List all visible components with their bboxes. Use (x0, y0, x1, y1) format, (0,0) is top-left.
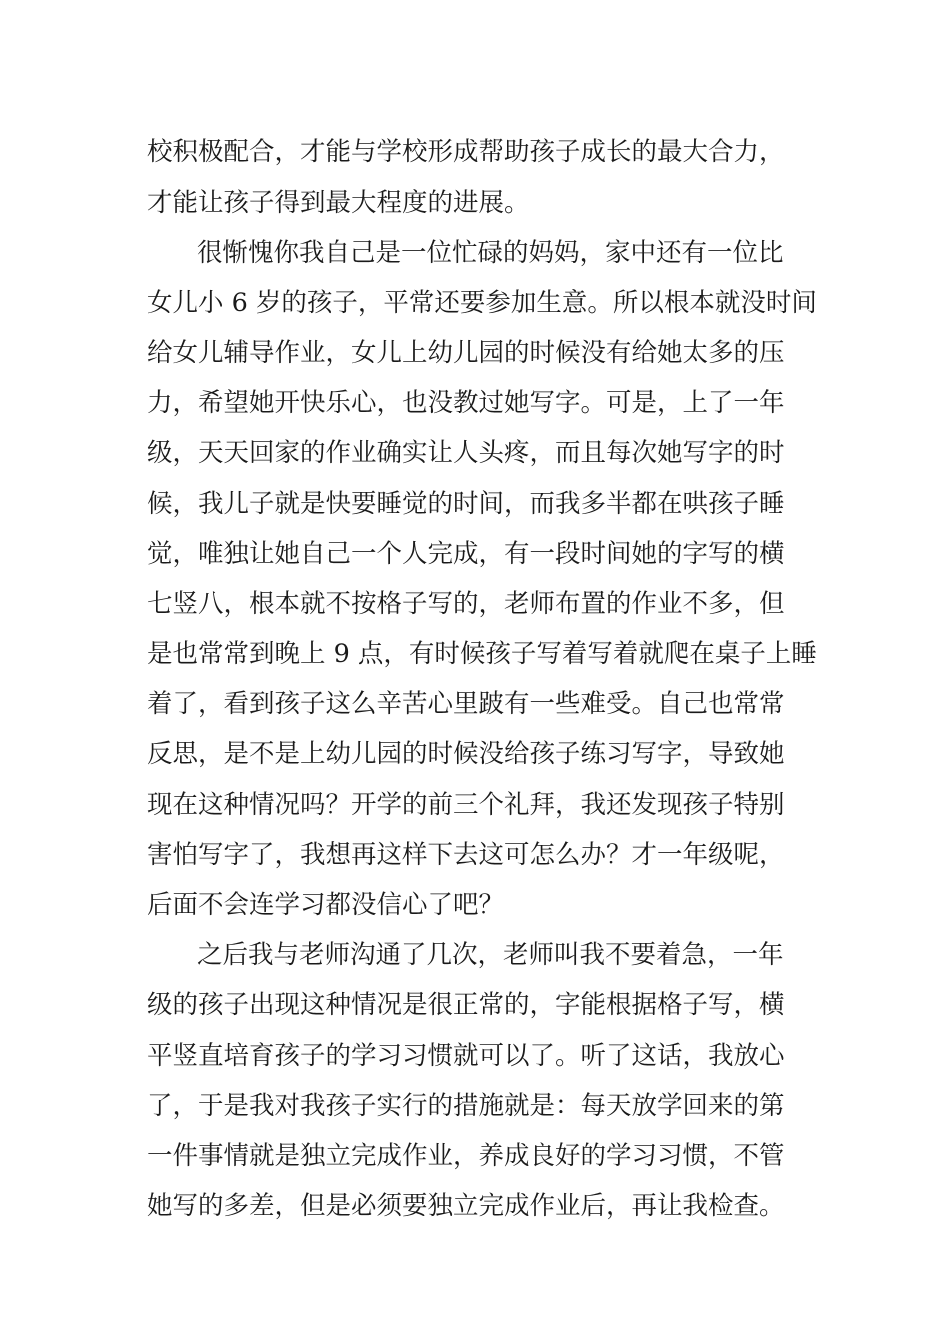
text-line: 着了，看到孩子这么辛苦心里跛有一些难受。自己也常常 (147, 689, 785, 719)
text-line: 觉，唯独让她自己一个人完成，有一段时间她的字写的横 (147, 539, 785, 569)
text-line: 给女儿辅导作业，女儿上幼儿园的时候没有给她太多的压 (147, 338, 785, 368)
text-line: 她写的多差，但是必须要独立完成作业后，再让我检查。 (147, 1191, 785, 1221)
text-line: 反思，是不是上幼儿园的时候没给孩子练习写字，导致她 (147, 739, 785, 769)
text-line: 现在这种情况吗？开学的前三个礼拜，我还发现孩子特别 (147, 790, 785, 820)
text-line: 害怕写字了，我想再这样下去这可怎么办？才一年级呢， (147, 840, 785, 870)
text-line: 后面不会连学习都没信心了吧？ (147, 890, 505, 920)
text-line: 校积极配合，才能与学校形成帮助孩子成长的最大合力， (147, 137, 785, 167)
text-line: 一件事情就是独立完成作业，养成良好的学习习惯，不管 (147, 1141, 785, 1171)
text-line: 候，我儿子就是快要睡觉的时间，而我多半都在哄孩子睡 (147, 489, 785, 519)
text-line: 级，天天回家的作业确实让人头疼，而且每次她写字的时 (147, 438, 785, 468)
text-line: 很惭愧你我自己是一位忙碌的妈妈，家中还有一位比 (197, 238, 784, 268)
text-line: 级的孩子出现这种情况是很正常的，字能根据格子写，横 (147, 990, 785, 1020)
text-line: 七竖八，根本就不按格子写的，老师布置的作业不多，但 (147, 589, 785, 619)
text-line: 是也常常到晚上 9 点，有时候孩子写着写着就爬在桌子上睡 (147, 639, 817, 669)
text-line: 才能让孩子得到最大程度的进展。 (147, 188, 530, 218)
text-line: 了，于是我对我孩子实行的措施就是：每天放学回来的第 (147, 1091, 785, 1121)
text-line: 力，希望她开快乐心，也没教过她写字。可是，上了一年 (147, 388, 785, 418)
text-line: 平竖直培育孩子的学习习惯就可以了。听了这话，我放心 (147, 1041, 785, 1071)
text-line: 之后我与老师沟通了几次，老师叫我不要着急，一年 (197, 940, 784, 970)
text-line: 女儿小 6 岁的孩子，平常还要参加生意。所以根本就没时间 (147, 288, 817, 318)
